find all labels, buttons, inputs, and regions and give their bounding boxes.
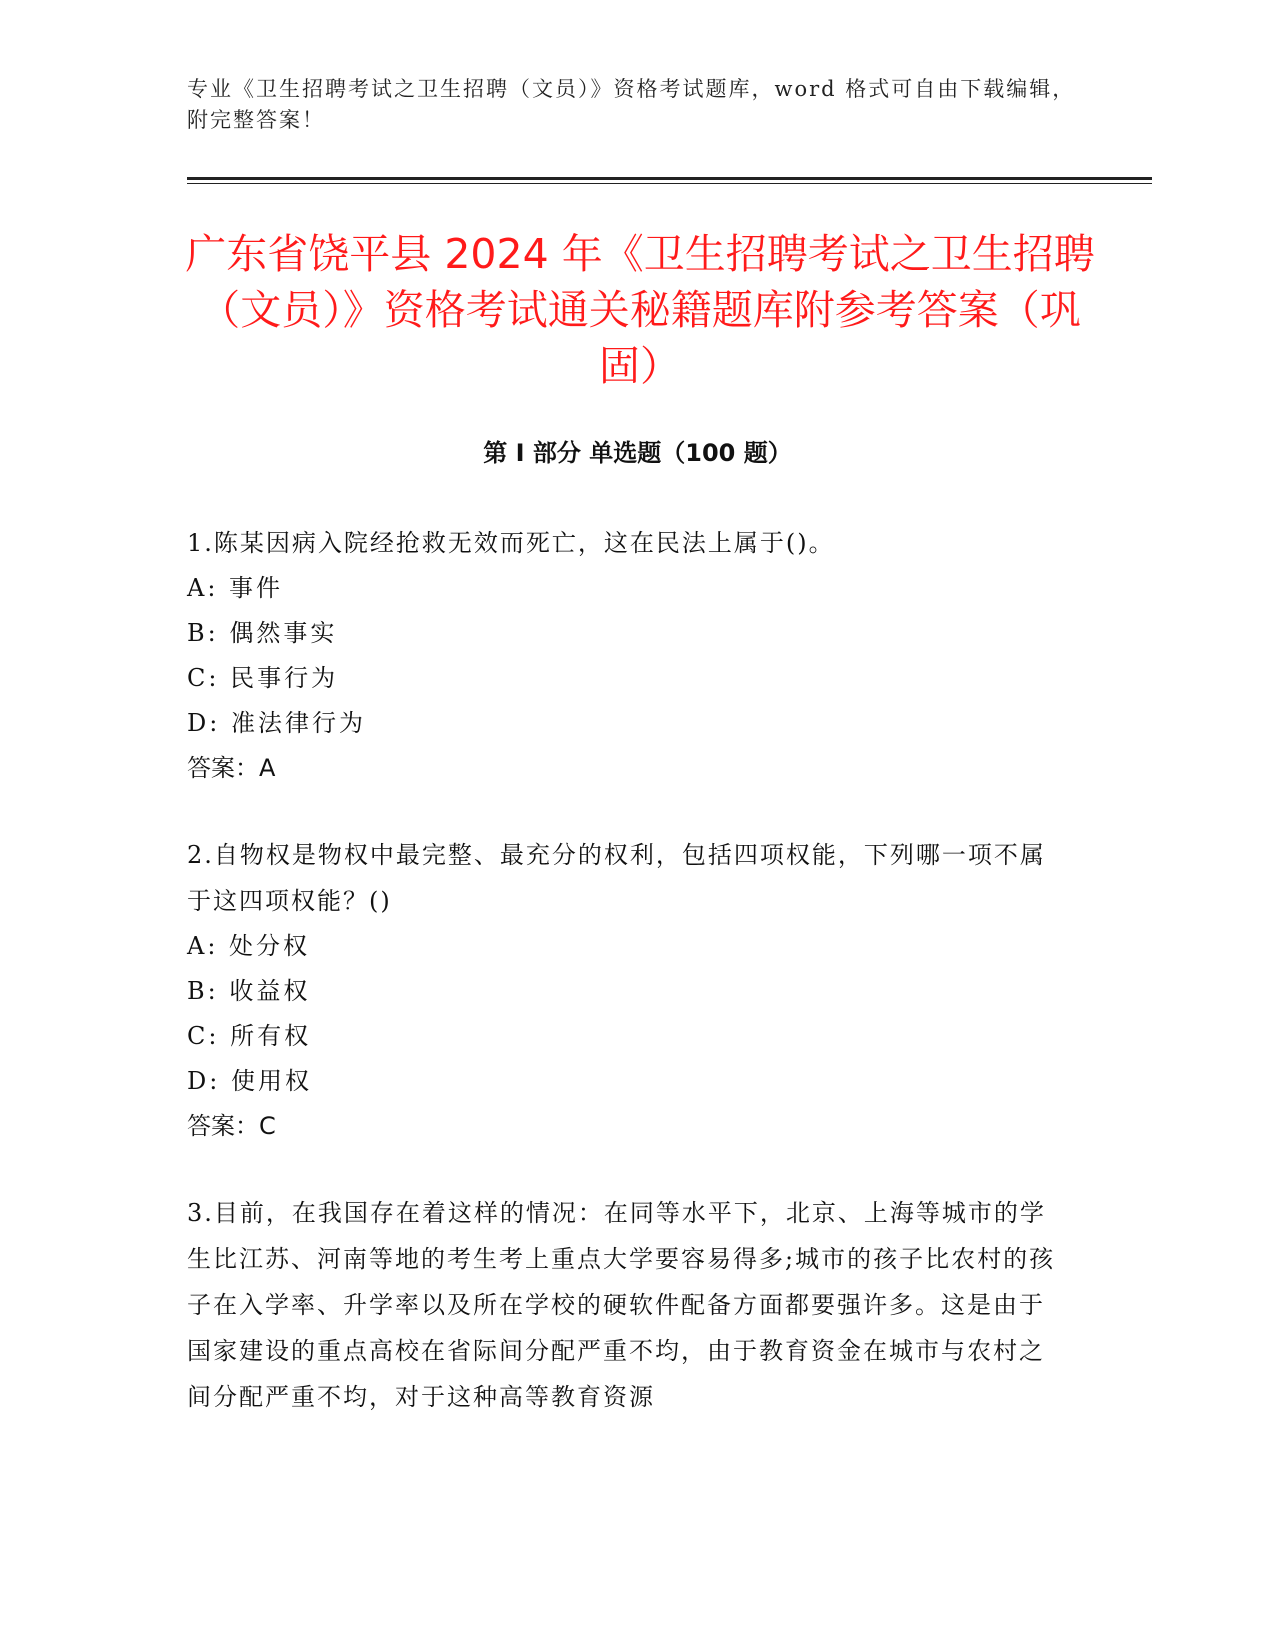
answer: 答案：A (187, 754, 276, 782)
option-d: D: 使用权 (187, 1067, 312, 1095)
answer: 答案：C (187, 1112, 276, 1140)
question-2 (187, 832, 1067, 1149)
question-3 (187, 1190, 1067, 1420)
option-d: D: 准法律行为 (187, 709, 366, 737)
question-stem: 3.目前，在我国存在着这样的情况：在同等水平下，北京、上海等城市的学生比江苏、河南等地的考生考上重点大学要容易得多;城市的孩子比农村的孩子在入学率、升学率以及所在学校的硬软件配备方面都要强许多。这是由于国家建设的重点高校在省际间分配严重不均，由于教育资金在城市与农村之间分配严重不均，对于这种高等教育资源 (187, 1199, 1056, 1411)
header-divider-thick (187, 177, 1152, 180)
header-note: 专业《卫生招聘考试之卫生招聘（文员）》资格考试题库，word 格式可自由下载编辑，附完整答案！ (187, 77, 1076, 132)
option-b: B: 偶然事实 (187, 619, 338, 647)
question-stem: 2.自物权是物权中最完整、最充分的权利，包括四项权能，下列哪一项不属于这四项权能？() (187, 841, 1046, 915)
option-a: A: 事件 (187, 574, 284, 602)
question-1 (187, 520, 1067, 791)
option-a: A: 处分权 (187, 932, 311, 960)
header-divider-thin (187, 183, 1152, 184)
question-stem: 1.陈某因病入院经抢救无效而死亡，这在民法上属于()。 (187, 529, 835, 557)
question-list (187, 520, 1067, 1461)
option-c: C: 民事行为 (187, 664, 339, 692)
document-title: 广东省饶平县 2024 年《卫生招聘考试之卫生招聘（文员）》资格考试通关秘籍题库附参考答案（巩固） (185, 230, 1095, 390)
option-b: B: 收益权 (187, 977, 311, 1005)
section-heading: 第 I 部分 单选题（100 题） (483, 439, 792, 467)
option-c: C: 所有权 (187, 1022, 312, 1050)
